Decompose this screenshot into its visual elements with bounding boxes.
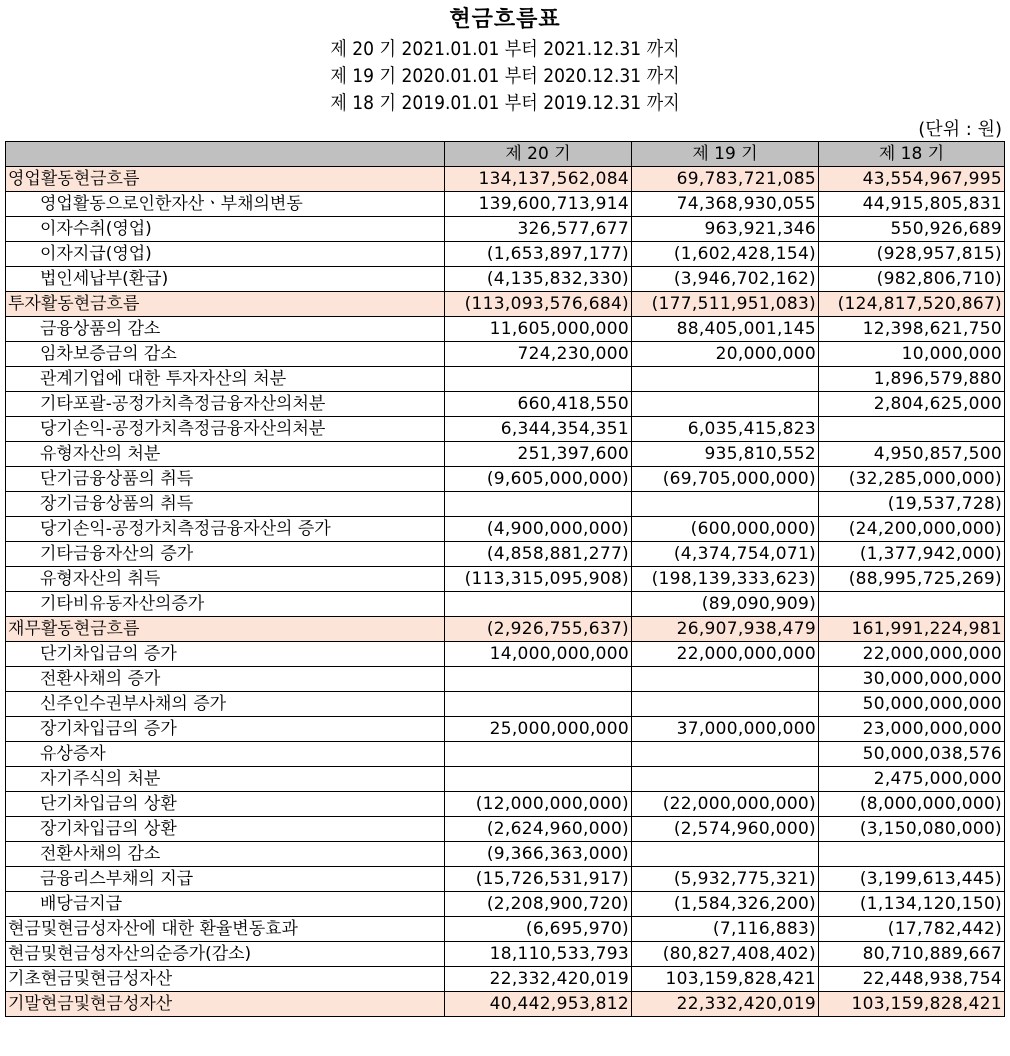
table-row [6, 317, 1005, 342]
row-value-period-20: 134,137,562,084 [445, 167, 632, 192]
row-value-period-20: 6,344,354,351 [445, 417, 632, 442]
table-row [6, 717, 1005, 742]
header-label [6, 142, 445, 167]
row-value-period-19: (22,000,000,000) [632, 792, 819, 817]
row-value-period-20: 724,230,000 [445, 342, 632, 367]
row-value-period-18 [819, 842, 1005, 867]
row-label: 이자지급(영업) [6, 242, 445, 267]
row-label: 단기차입금의 증가 [6, 642, 445, 667]
row-label: 배당금지급 [6, 892, 445, 917]
row-value-period-18: 50,000,000,000 [819, 692, 1005, 717]
row-value-period-18: (928,957,815) [819, 242, 1005, 267]
row-value-period-20: 326,577,677 [445, 217, 632, 242]
row-value-period-20: (9,605,000,000) [445, 467, 632, 492]
row-value-period-18: 80,710,889,667 [819, 942, 1005, 967]
row-label: 신주인수권부사채의 증가 [6, 692, 445, 717]
row-label: 현금및현금성자산에 대한 환율변동효과 [6, 917, 445, 942]
row-label: 금융상품의 감소 [6, 317, 445, 342]
row-value-period-19: 22,000,000,000 [632, 642, 819, 667]
document-title: 현금흐름표 [449, 7, 561, 32]
row-value-period-19: (89,090,909) [632, 592, 819, 617]
row-value-period-20 [445, 692, 632, 717]
table-row [6, 192, 1005, 217]
row-label: 자기주식의 처분 [6, 767, 445, 792]
row-label: 유형자산의 취득 [6, 567, 445, 592]
row-value-period-20: 251,397,600 [445, 442, 632, 467]
row-value-period-19 [632, 742, 819, 767]
row-value-period-18: 22,448,938,754 [819, 967, 1005, 992]
row-label: 영업활동현금흐름 [6, 167, 445, 192]
row-value-period-19: 37,000,000,000 [632, 717, 819, 742]
row-value-period-19: (4,374,754,071) [632, 542, 819, 567]
row-value-period-19: 963,921,346 [632, 217, 819, 242]
table-row [6, 392, 1005, 417]
period-line-18: 제 18 기 2019.01.01 부터 2019.12.31 까지 [330, 92, 680, 114]
row-value-period-18: (8,000,000,000) [819, 792, 1005, 817]
row-label: 현금및현금성자산의순증가(감소) [6, 942, 445, 967]
row-value-period-20: (4,900,000,000) [445, 517, 632, 542]
row-value-period-19: 88,405,001,145 [632, 317, 819, 342]
table-row [6, 592, 1005, 617]
row-value-period-19: (1,602,428,154) [632, 242, 819, 267]
table-row [6, 917, 1005, 942]
table-row [6, 792, 1005, 817]
row-value-period-18: 43,554,967,995 [819, 167, 1005, 192]
row-value-period-19: (3,946,702,162) [632, 267, 819, 292]
row-value-period-19: (1,584,326,200) [632, 892, 819, 917]
row-value-period-20: (113,315,095,908) [445, 567, 632, 592]
row-value-period-20: (4,135,832,330) [445, 267, 632, 292]
row-value-period-20: 18,110,533,793 [445, 942, 632, 967]
table-row [6, 817, 1005, 842]
row-value-period-20: (15,726,531,917) [445, 867, 632, 892]
row-label: 영업활동으로인한자산ㆍ부채의변동 [6, 192, 445, 217]
row-value-period-19: (7,116,883) [632, 917, 819, 942]
row-value-period-18: 550,926,689 [819, 217, 1005, 242]
row-label: 단기금융상품의 취득 [6, 467, 445, 492]
row-value-period-18 [819, 592, 1005, 617]
row-value-period-18: 50,000,038,576 [819, 742, 1005, 767]
row-label: 당기손익-공정가치측정금융자산의 증가 [6, 517, 445, 542]
table-row [6, 942, 1005, 967]
row-value-period-18: (17,782,442) [819, 917, 1005, 942]
row-value-period-20: (113,093,576,684) [445, 292, 632, 317]
row-value-period-18: 23,000,000,000 [819, 717, 1005, 742]
row-value-period-19: 6,035,415,823 [632, 417, 819, 442]
row-label: 당기손익-공정가치측정금융자산의처분 [6, 417, 445, 442]
row-value-period-19: 26,907,938,479 [632, 617, 819, 642]
row-value-period-18 [819, 417, 1005, 442]
row-value-period-19 [632, 767, 819, 792]
row-value-period-19: (69,705,000,000) [632, 467, 819, 492]
section-row [6, 167, 1005, 192]
row-label: 장기금융상품의 취득 [6, 492, 445, 517]
row-label: 기타비유동자산의증가 [6, 592, 445, 617]
row-label: 장기차입금의 상환 [6, 817, 445, 842]
table-row [6, 367, 1005, 392]
row-value-period-19 [632, 667, 819, 692]
row-label: 전환사채의 감소 [6, 842, 445, 867]
row-value-period-18: (3,199,613,445) [819, 867, 1005, 892]
row-value-period-19: 69,783,721,085 [632, 167, 819, 192]
section-row [6, 617, 1005, 642]
row-value-period-20: 139,600,713,914 [445, 192, 632, 217]
row-value-period-19: (2,574,960,000) [632, 817, 819, 842]
table-row [6, 242, 1005, 267]
table-row [6, 467, 1005, 492]
row-value-period-19 [632, 367, 819, 392]
row-value-period-18: 22,000,000,000 [819, 642, 1005, 667]
row-value-period-18: (88,995,725,269) [819, 567, 1005, 592]
table-row [6, 692, 1005, 717]
table-row [6, 517, 1005, 542]
row-value-period-18: 103,159,828,421 [819, 992, 1005, 1017]
row-value-period-19: 935,810,552 [632, 442, 819, 467]
table-row [6, 267, 1005, 292]
row-label: 법인세납부(환급) [6, 267, 445, 292]
cash-flow-table [5, 141, 1005, 1017]
table-row [6, 417, 1005, 442]
row-value-period-18: 161,991,224,981 [819, 617, 1005, 642]
table-row [6, 442, 1005, 467]
total-row [6, 992, 1005, 1017]
row-label: 전환사채의 증가 [6, 667, 445, 692]
header-period-19: 제 19 기 [632, 142, 819, 167]
row-value-period-19 [632, 692, 819, 717]
row-label: 금융리스부채의 지급 [6, 867, 445, 892]
row-value-period-19: (5,932,775,321) [632, 867, 819, 892]
row-label: 재무활동현금흐름 [6, 617, 445, 642]
header-period-20: 제 20 기 [445, 142, 632, 167]
row-value-period-19 [632, 842, 819, 867]
table-header-row [6, 142, 1005, 167]
row-value-period-20: 14,000,000,000 [445, 642, 632, 667]
table-row [6, 967, 1005, 992]
row-value-period-18: 30,000,000,000 [819, 667, 1005, 692]
row-label: 기타금융자산의 증가 [6, 542, 445, 567]
row-value-period-20: (12,000,000,000) [445, 792, 632, 817]
row-value-period-20: (6,695,970) [445, 917, 632, 942]
row-value-period-20: (2,624,960,000) [445, 817, 632, 842]
row-value-period-19: (177,511,951,083) [632, 292, 819, 317]
table-row [6, 492, 1005, 517]
row-value-period-18: (32,285,000,000) [819, 467, 1005, 492]
row-value-period-19: 103,159,828,421 [632, 967, 819, 992]
row-label: 기초현금및현금성자산 [6, 967, 445, 992]
row-value-period-20: 11,605,000,000 [445, 317, 632, 342]
row-value-period-18: (1,377,942,000) [819, 542, 1005, 567]
table-row [6, 842, 1005, 867]
row-value-period-20: 22,332,420,019 [445, 967, 632, 992]
row-label: 장기차입금의 증가 [6, 717, 445, 742]
table-row [6, 217, 1005, 242]
row-value-period-18: 2,804,625,000 [819, 392, 1005, 417]
section-row [6, 292, 1005, 317]
table-row [6, 642, 1005, 667]
row-value-period-20 [445, 592, 632, 617]
table-row [6, 567, 1005, 592]
row-value-period-18: (3,150,080,000) [819, 817, 1005, 842]
row-label: 기말현금및현금성자산 [6, 992, 445, 1017]
row-label: 투자활동현금흐름 [6, 292, 445, 317]
row-label: 유상증자 [6, 742, 445, 767]
row-value-period-18: (19,537,728) [819, 492, 1005, 517]
row-value-period-18: (982,806,710) [819, 267, 1005, 292]
header-period-18: 제 18 기 [819, 142, 1005, 167]
table-row [6, 867, 1005, 892]
row-value-period-19: (80,827,408,402) [632, 942, 819, 967]
row-label: 이자수취(영업) [6, 217, 445, 242]
row-label: 단기차입금의 상환 [6, 792, 445, 817]
row-value-period-18: (1,134,120,150) [819, 892, 1005, 917]
row-value-period-19: 74,368,930,055 [632, 192, 819, 217]
row-value-period-20: 40,442,953,812 [445, 992, 632, 1017]
row-label: 관계기업에 대한 투자자산의 처분 [6, 367, 445, 392]
row-value-period-20: 660,418,550 [445, 392, 632, 417]
row-value-period-19 [632, 392, 819, 417]
period-line-19: 제 19 기 2020.01.01 부터 2020.12.31 까지 [330, 65, 680, 87]
row-value-period-18: 1,896,579,880 [819, 367, 1005, 392]
row-value-period-20: (2,926,755,637) [445, 617, 632, 642]
row-label: 유형자산의 처분 [6, 442, 445, 467]
row-label: 임차보증금의 감소 [6, 342, 445, 367]
row-value-period-20 [445, 767, 632, 792]
row-label: 기타포괄-공정가치측정금융자산의처분 [6, 392, 445, 417]
table-body [6, 167, 1005, 1017]
row-value-period-18: 4,950,857,500 [819, 442, 1005, 467]
unit-label: (단위 : 원) [918, 119, 1002, 140]
row-value-period-20: (2,208,900,720) [445, 892, 632, 917]
table-row [6, 542, 1005, 567]
period-line-20: 제 20 기 2021.01.01 부터 2021.12.31 까지 [330, 38, 680, 60]
row-value-period-20: (1,653,897,177) [445, 242, 632, 267]
table-row [6, 892, 1005, 917]
row-value-period-19: (600,000,000) [632, 517, 819, 542]
row-value-period-19: (198,139,333,623) [632, 567, 819, 592]
row-value-period-20 [445, 367, 632, 392]
row-value-period-18: 12,398,621,750 [819, 317, 1005, 342]
table-row [6, 342, 1005, 367]
row-value-period-20 [445, 667, 632, 692]
row-value-period-20: (4,858,881,277) [445, 542, 632, 567]
row-value-period-18: 10,000,000 [819, 342, 1005, 367]
row-value-period-20 [445, 492, 632, 517]
row-value-period-18: 2,475,000,000 [819, 767, 1005, 792]
row-value-period-19: 20,000,000 [632, 342, 819, 367]
table-row [6, 767, 1005, 792]
table-row [6, 742, 1005, 767]
table-row [6, 667, 1005, 692]
row-value-period-20 [445, 742, 632, 767]
row-value-period-19 [632, 492, 819, 517]
row-value-period-18: (124,817,520,867) [819, 292, 1005, 317]
row-value-period-18: 44,915,805,831 [819, 192, 1005, 217]
row-value-period-20: (9,366,363,000) [445, 842, 632, 867]
row-value-period-19: 22,332,420,019 [632, 992, 819, 1017]
row-value-period-20: 25,000,000,000 [445, 717, 632, 742]
row-value-period-18: (24,200,000,000) [819, 517, 1005, 542]
